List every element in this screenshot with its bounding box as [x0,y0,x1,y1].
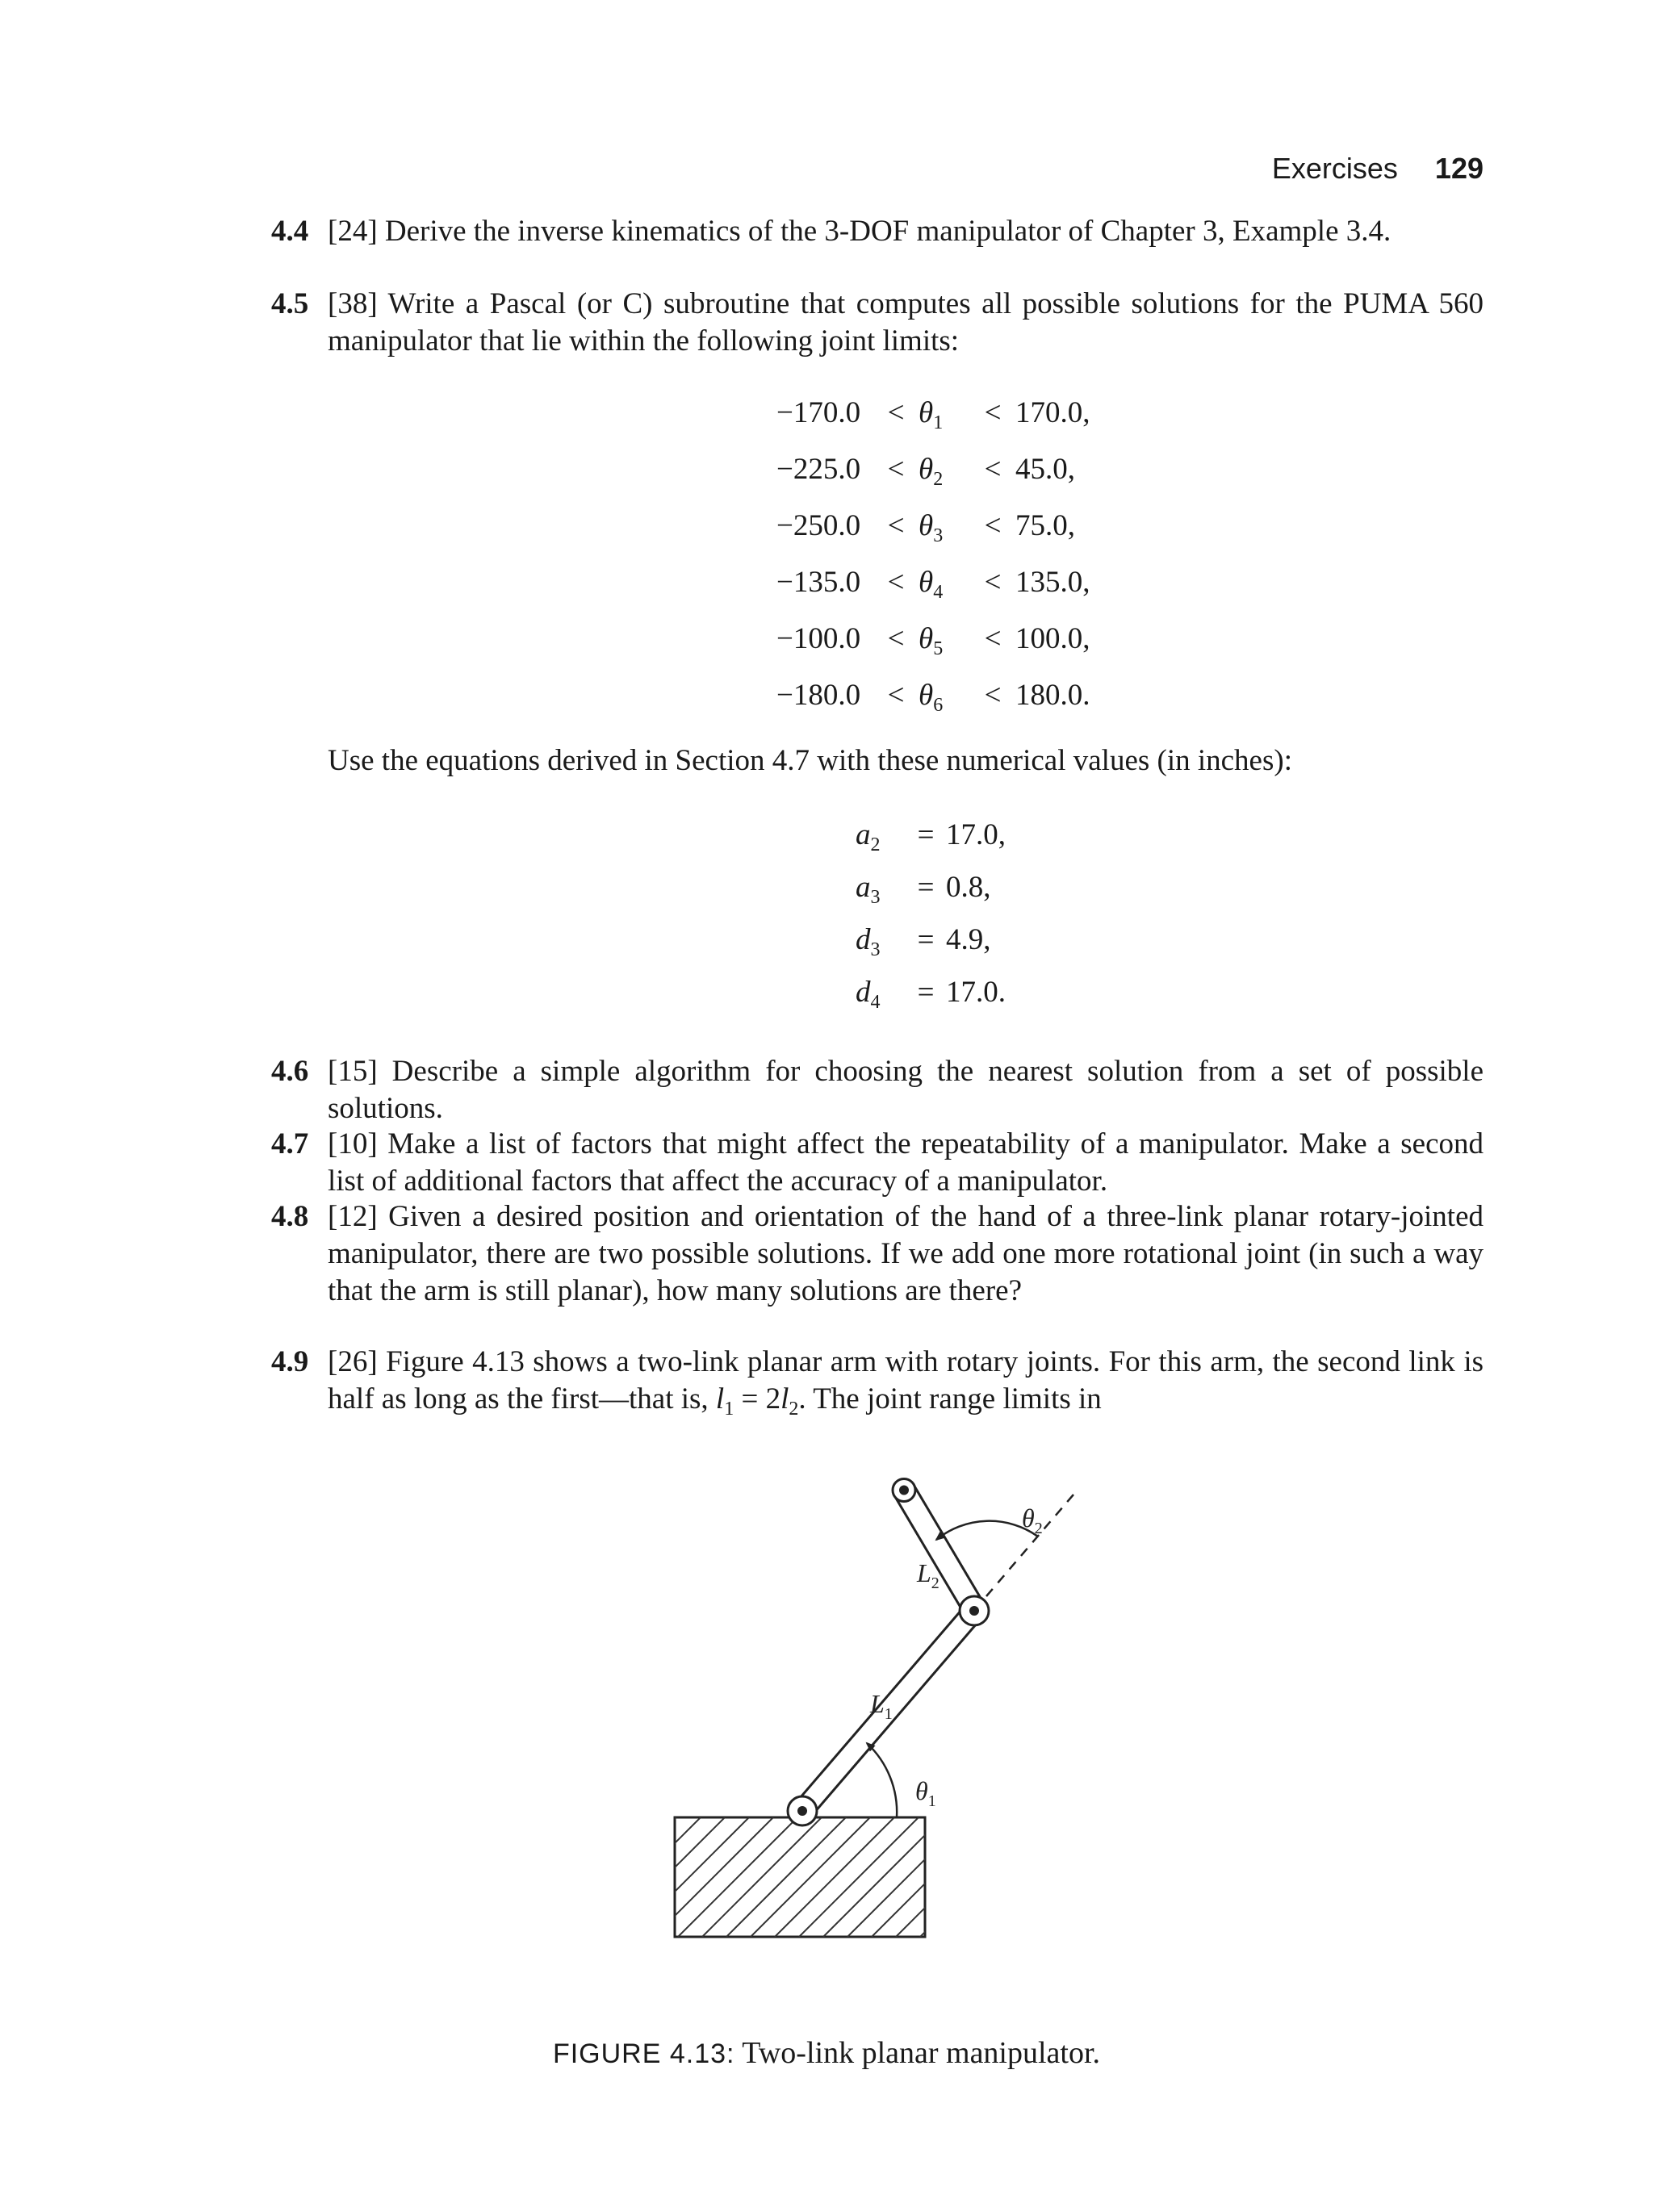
parameter-value: 4.9, [946,923,991,956]
exercise-text: [10] Make a list of factors that might affect the repeatability of a manipulator. Make a second list of additional factors that affect the accuracy of a manipulator. [328,1127,1484,1198]
less-than: < [984,678,1002,712]
exercise-4-5-followup [328,742,1484,780]
upper-limit: 100.0, [1015,621,1090,655]
less-than: < [887,508,905,542]
less-than: < [984,395,1002,429]
equals-sign: = [917,818,935,851]
exercise-text: [15] Describe a simple algorithm for choosing the nearest solution from a set of possible solutions. [328,1055,1484,1125]
parameter-name: $a_2$ [856,818,881,855]
lower-limit: −135.0 [776,565,861,599]
figure-caption [0,2035,1653,2071]
parameter-row [856,914,1006,966]
parameter-row [856,809,1006,861]
caption-label: FIGURE 4.13: [552,2038,735,2069]
running-header [1272,152,1484,186]
joint-limit-row [776,384,1090,441]
joint-variable: $\theta_2$ [919,452,944,490]
lower-limit: −250.0 [776,508,861,542]
parameter-value: 17.0. [946,976,1006,1009]
parameter-value: 17.0, [946,818,1006,851]
exercise-4-8 [271,1198,1484,1310]
L1-label: $L_1$ [870,1689,893,1723]
exercise-4-6 [271,1053,1484,1127]
header-title: Exercises [1271,152,1398,185]
joint-variable: $\theta_5$ [919,621,944,659]
parameter-name: $d_3$ [856,923,881,960]
exercise-number: 4.7 [271,1127,309,1160]
upper-limit: 45.0, [1015,452,1075,486]
exercise-number: 4.4 [271,215,309,248]
two-link-manipulator-figure [670,1485,1043,2001]
joint-limits-table [776,384,1090,723]
joint-limit-row [776,667,1090,723]
joint-limit-row [776,441,1090,497]
theta2-label: $\theta_2$ [1022,1503,1043,1537]
joint-variable: $\theta_1$ [919,395,944,433]
exercise-number: 4.9 [271,1345,309,1378]
equals-sign: = [917,976,935,1009]
base-joint [788,1796,817,1825]
exercise-4-7 [271,1126,1484,1200]
less-than: < [984,452,1002,486]
elbow-joint [960,1596,989,1625]
exercise-number: 4.5 [271,287,309,320]
exercise-number: 4.6 [271,1055,309,1088]
joint-variable: $\theta_6$ [919,678,944,716]
parameter-name: $a_3$ [856,871,881,908]
exercise-4-5 [271,286,1484,360]
joint-limit-row [776,554,1090,610]
less-than: < [984,508,1002,542]
caption-text: Two-link planar manipulator. [742,2036,1101,2070]
exercise-4-4 [271,213,1484,250]
lower-limit: −100.0 [776,621,861,655]
theta1-arc [867,1743,897,1817]
followup-text: Use the equations derived in Section 4.7 with these numerical values (in inches): [328,744,1292,777]
link-2 [893,1479,984,1615]
less-than: < [984,565,1002,599]
less-than: < [887,395,905,429]
equals-sign: = [917,923,935,956]
exercise-text: [24] Derive the inverse kinematics of the 3-DOF manipulator of Chapter 3, Example 3.4. [328,215,1391,248]
L2-label: $L_2$ [917,1558,939,1592]
equals-sign: = [917,871,935,904]
joint-variable: $\theta_4$ [919,565,944,603]
less-than: < [984,621,1002,655]
upper-limit: 180.0. [1015,678,1090,712]
parameter-row [856,966,1006,1018]
upper-limit: 170.0, [1015,395,1090,429]
exercise-text: [38] Write a Pascal (or C) subroutine that computes all possible solutions for the PUMA 560 manipulator that lie within the following joint limits: [328,287,1484,358]
exercise-text: [12] Given a desired position and orientation of the hand of a three-link planar rotary-jointed manipulator, there are two possible solutions. If we add one more rotational joint (in such a way that the arm is still planar), how many solutions are there? [328,1200,1484,1307]
less-than: < [887,678,905,712]
upper-limit: 135.0, [1015,565,1090,599]
joint-variable: $\theta_3$ [919,508,944,546]
exercise-number: 4.8 [271,1200,309,1233]
upper-limit: 75.0, [1015,508,1075,542]
parameter-name: $d_4$ [856,976,881,1013]
joint-limit-row [776,610,1090,667]
less-than: < [887,452,905,486]
parameter-value: 0.8, [946,871,991,904]
theta1-label: $\theta_1$ [915,1776,936,1810]
lower-limit: −225.0 [776,452,861,486]
page-number: 129 [1434,152,1484,185]
exercise-4-9 [271,1344,1484,1420]
numerical-values-table [856,809,1006,1018]
base-block [557,1817,1040,1937]
tip-point [899,1486,909,1495]
exercise-text: [26] Figure 4.13 shows a two-link planar arm with rotary joints. For this arm, the second link is half as long as the first—that is, $l_1 = 2l_2$. The joint range limits in [328,1345,1484,1420]
joint-limit-row [776,497,1090,554]
less-than: < [887,621,905,655]
lower-limit: −170.0 [776,395,861,429]
parameter-row [856,861,1006,914]
lower-limit: −180.0 [776,678,861,712]
less-than: < [887,565,905,599]
